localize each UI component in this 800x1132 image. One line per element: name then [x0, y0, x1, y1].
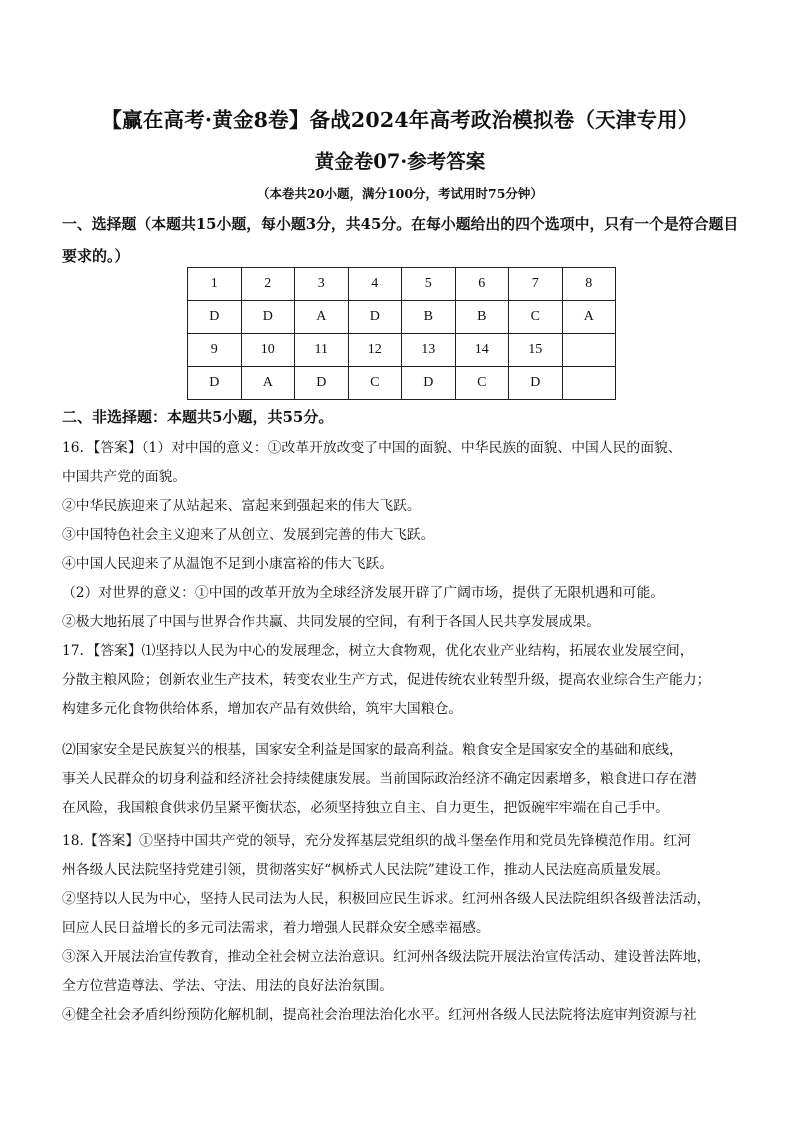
answer-line: 17．【答案】⑴坚持以人民为中心的发展理念，树立大食物观，优化农业产业结构，拓展农业发展空间，: [62, 643, 694, 659]
page-title: 【赢在高考·黄金8卷】备战2024年高考政治模拟卷（天津专用）: [101, 108, 699, 132]
answer-line: ②极大地拓展了中国与世界合作共赢、共同发展的空间，有利于各国人民共享发展成果。: [62, 614, 601, 630]
answer-line: 在风险，我国粮食供求仍呈紧平衡状态，必须坚持独立自主、自力更生，把饭碗牢牢端在自己手中。: [62, 800, 670, 816]
table-cell: 4: [348, 268, 402, 301]
answer-line: 全方位营造尊法、学法、守法、用法的良好法治氛围。: [62, 978, 394, 994]
exam-info-note: （本卷共20小题，满分100分，考试用时75分钟）: [257, 186, 543, 201]
table-cell: 1: [188, 268, 242, 301]
table-cell: 8: [562, 268, 616, 301]
table-cell: B: [402, 301, 456, 334]
table-cell: D: [295, 367, 349, 400]
section1-heading-line1: 一、选择题（本题共15小题，每小题3分，共45分。在每小题给出的四个选项中，只有一个是符合题目: [62, 215, 739, 233]
table-cell: [562, 334, 616, 367]
table-cell: A: [562, 301, 616, 334]
answer-line: 州各级人民法院坚持党建引领，贯彻落实好“枫桥式人民法院”建设工作，推动人民法庭高质量发展。: [62, 862, 670, 878]
table-cell: A: [241, 367, 295, 400]
answer-line: 事关人民群众的切身利益和经济社会持续健康发展。当前国际政治经济不确定因素增多，粮食进口存在潜: [62, 771, 697, 787]
table-cell: C: [509, 301, 563, 334]
answer-table: [187, 267, 616, 400]
page-subtitle: 黄金卷07·参考答案: [314, 150, 486, 173]
answer-line: ⑵国家安全是民族复兴的根基，国家安全利益是国家的最高利益。粮食安全是国家安全的基础和底线，: [62, 742, 683, 758]
table-row: [188, 367, 616, 400]
section2-heading: 二、非选择题：本题共5小题，共55分。: [62, 408, 334, 426]
table-cell: 7: [509, 268, 563, 301]
table-row: [188, 301, 616, 334]
table-cell: 11: [295, 334, 349, 367]
table-cell: 3: [295, 268, 349, 301]
table-cell: 2: [241, 268, 295, 301]
table-cell: 12: [348, 334, 402, 367]
answer-line: ②中华民族迎来了从站起来、富起来到强起来的伟大飞跃。: [62, 498, 421, 514]
answer-line: 构建多元化食物供给体系，增加农产品有效供给，筑牢大国粮仓。: [62, 701, 463, 717]
answer-line: 分散主粮风险；创新农业生产技术，转变农业生产方式，促进传统农业转型升级，提高农业综合生产能力；: [62, 672, 711, 688]
answer-line: ④健全社会矛盾纠纷预防化解机制，提高社会治理法治化水平。红河州各级人民法院将法庭审判资源与社: [62, 1007, 697, 1023]
answer-line: 18.【答案】①坚持中国共产党的领导，充分发挥基层党组织的战斗堡垒作用和党员先锋模范作用。红河: [62, 833, 692, 849]
table-cell: 15: [509, 334, 563, 367]
answer-line: ③深入开展法治宣传教育，推动全社会树立法治意识。红河州各级法院开展法治宣传活动、建设普法阵地，: [62, 949, 711, 965]
table-cell: 9: [188, 334, 242, 367]
table-cell: D: [509, 367, 563, 400]
table-cell: D: [241, 301, 295, 334]
table-row: [188, 268, 616, 301]
answer-line: 回应人民日益增长的多元司法需求，着力增强人民群众安全感幸福感。: [62, 920, 490, 936]
table-cell: D: [402, 367, 456, 400]
answer-line: 16．【答案】（1）对中国的意义：①改革开放改变了中国的面貌、中华民族的面貌、中国人民的面貌、: [62, 440, 682, 456]
table-cell: D: [188, 367, 242, 400]
table-cell: 6: [455, 268, 509, 301]
answer-line: ②坚持以人民为中心，坚持人民司法为人民，积极回应民生诉求。红河州各级人民法院组织各级普法活动，: [62, 891, 711, 907]
table-cell: C: [455, 367, 509, 400]
answer-line: 中国共产党的面貌。: [62, 469, 187, 485]
table-cell: 10: [241, 334, 295, 367]
answer-line: （2）对世界的意义：①中国的改革开放为全球经济发展开辟了广阔市场，提供了无限机遇和可能。: [62, 585, 665, 601]
table-cell: C: [348, 367, 402, 400]
table-cell: D: [348, 301, 402, 334]
table-cell: D: [188, 301, 242, 334]
answer-line: ④中国人民迎来了从温饱不足到小康富裕的伟大飞跃。: [62, 556, 394, 572]
table-cell: 14: [455, 334, 509, 367]
table-cell: 13: [402, 334, 456, 367]
table-cell: [562, 367, 616, 400]
table-cell: A: [295, 301, 349, 334]
table-cell: B: [455, 301, 509, 334]
answer-line: ③中国特色社会主义迎来了从创立、发展到完善的伟大飞跃。: [62, 527, 435, 543]
table-row: [188, 334, 616, 367]
section1-heading-line2: 要求的。）: [62, 247, 130, 265]
table-cell: 5: [402, 268, 456, 301]
